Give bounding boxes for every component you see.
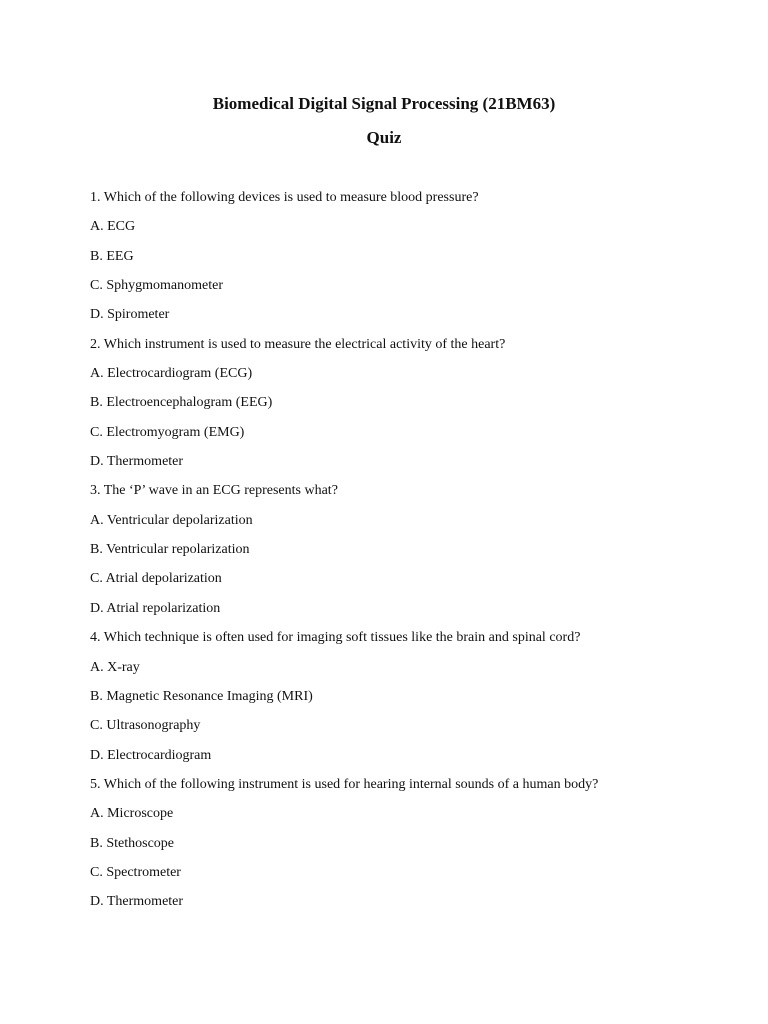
answer-option: A. Ventricular depolarization	[90, 512, 253, 528]
answer-option: B. Ventricular repolarization	[90, 542, 250, 558]
answer-option: C. Sphygmomanometer	[90, 278, 223, 294]
question-text: 5. Which of the following instrument is used for hearing internal sounds of a human body?	[90, 776, 599, 792]
answer-option: D. Atrial repolarization	[90, 600, 221, 616]
answer-option: D. Electrocardiogram	[90, 747, 212, 763]
answer-option: C. Electromyogram (EMG)	[90, 424, 245, 440]
answer-option: C. Atrial depolarization	[90, 571, 222, 587]
answer-option: B. Magnetic Resonance Imaging (MRI)	[90, 688, 313, 704]
answer-option: A. X-ray	[90, 659, 140, 675]
question-text: 2. Which instrument is used to measure the electrical activity of the heart?	[90, 336, 506, 352]
question-text: 4. Which technique is often used for imaging soft tissues like the brain and spinal cord?	[90, 630, 581, 646]
answer-option: B. EEG	[90, 248, 134, 264]
answer-option: B. Electroencephalogram (EEG)	[90, 395, 273, 411]
answer-option: D. Thermometer	[90, 454, 184, 470]
answer-option: D. Spirometer	[90, 307, 170, 323]
question-text: 3. The ‘P’ wave in an ECG represents what?	[90, 483, 338, 499]
answer-option: A. ECG	[90, 219, 136, 235]
answer-option: D. Thermometer	[90, 894, 184, 910]
answer-option: A. Microscope	[90, 806, 174, 822]
answer-option: B. Stethoscope	[90, 835, 174, 851]
answer-option: C. Spectrometer	[90, 864, 181, 880]
document-subtitle: Quiz	[366, 128, 402, 147]
question-text: 1. Which of the following devices is used to measure blood pressure?	[90, 190, 479, 205]
answer-option: C. Ultrasonography	[90, 718, 201, 734]
quiz-content	[90, 187, 730, 921]
answer-option: A. Electrocardiogram (ECG)	[90, 366, 253, 382]
document-title: Biomedical Digital Signal Processing (21BM63)	[212, 94, 556, 113]
